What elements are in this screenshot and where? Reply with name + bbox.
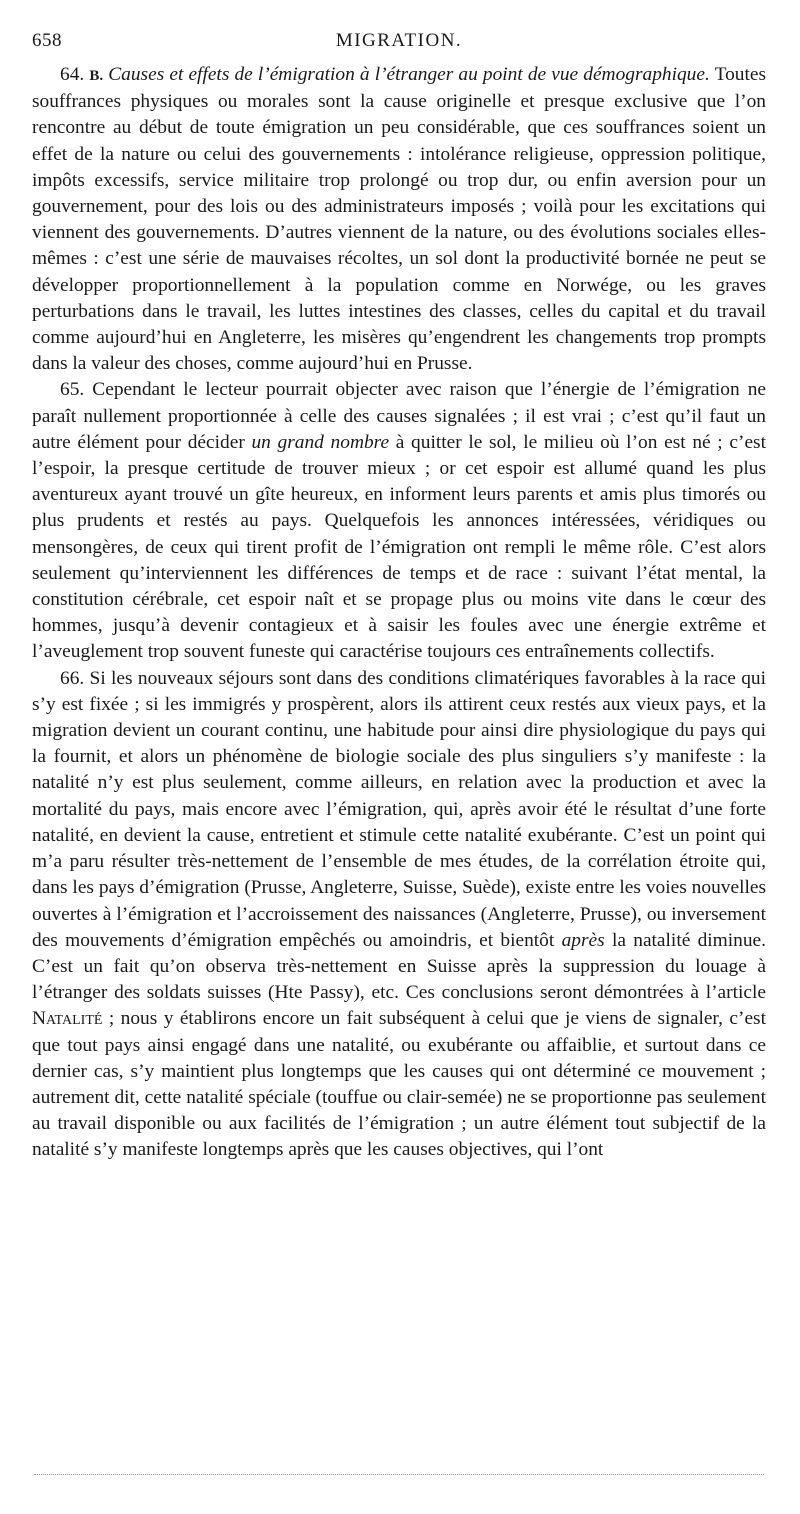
paragraph-text: à quitter le sol, le milieu où l’on est né ; c’est l’espoir, la presque certitude de trouver mieux ; or cet espoir est allumé quand les plus aventureux ayant trouvé un gîte heureux, en informent leurs parents et amis plus timorés ou plus prudents et restés au pays. Quelquefois les annonces intéressées, véridiques ou mensongères, de ceux qui tirent profit de l’émigration ont rempli le même rôle. C’est alors seulement qu’interviennent les différences de temps et de race : suivant l’état mental, la constitution cérébrale, cet espoir naît et se propage plus ou moins vite dans le cœur des hommes, jusqu’à devenir contagieux et à saisir les foules avec une énergie extrême et l’aveuglement trop souvent funeste qui caractérise toujours ces entraînements collectifs.: [32, 431, 766, 663]
paragraph-number: 64.: [60, 64, 85, 85]
emphasis-text: après: [561, 929, 605, 951]
paragraph-number: 65.: [60, 379, 85, 401]
page-number: 658: [32, 30, 62, 51]
section-letter: B.: [89, 68, 104, 84]
paragraph-66: [32, 666, 766, 1164]
paragraph-text: ; nous y établirons encore un fait subséquent à celui que je viens de signaler, c’est que tout pays ainsi engagé dans une natalité, ou exubérante ou affaiblie, et surtout dans ce dernier cas, s’y maintient plus longtemps que les causes qui ont déterminé ce mouvement ; autrement dit, cette natalité spéciale (touffue ou clair-semée) ne se proportionne pas seulement au travail disponible ou aux facilités de l’émigration ; un autre élément tout subjectif de la natalité s’y manifeste longtemps après que les causes objectives, qui l’ont: [32, 1008, 766, 1161]
paragraph-65: [32, 377, 766, 665]
paragraph-text: Toutes souffrances physiques ou morales sont la cause originelle et presque exclusive que l’on rencontre au début de toute émigration un peu considérable, que ces souffrances soient un effet de la nature ou celui des gouvernements : intolérance religieuse, oppression politique, impôts excessifs, service militaire trop prolongé ou trop dur, ou enfin aversion pour un gouvernement, pour des lois ou des administrateurs imposés ; voilà pour les excitations qui viennent des gouvernements. D’autres viennent de la nature, ou des évolutions sociales elles-mêmes : c’est une série de mauvaises récoltes, un sol dont la productivité bornée ne peut se développer proportionnellement à la population comme en Norwége, ou les graves perturbations dans le travail, les luttes intestines des classes, celles du capital et du travail comme aujourd’hui en Angleterre, les misères qu’engendrent les changements trop prompts dans la valeur des choses, comme aujourd’hui en Prusse.: [32, 64, 766, 375]
paragraph-number: 66.: [60, 667, 85, 689]
body-text: [32, 62, 766, 1164]
footer-rule: [34, 1474, 764, 1475]
running-title: MIGRATION.: [335, 30, 463, 51]
paragraph-text: Si les nouveaux séjours sont dans des conditions climatériques favorables à la race qui s’y est fixée ; si les immigrés y prospèrent, alors ils attirent ceux restés aux vieux pays, et la migration devient un courant continu, une habitude pour ainsi dire physiologique du pays qui la fournit, et alors un phénomène de biologie sociale des plus singuliers s’y manifeste : la natalité n’y est plus seulement, comme ailleurs, en relation avec la production et avec la mortalité du pays, mais encore avec l’émigration, qui, après avoir été le résultat d’une forte natalité, en devient la cause, entretient et stimule cette natalité exubérante. C’est un point qui m’a paru résulter très-nettement de l’ensemble de mes études, de la corrélation étroite qui, dans les pays d’émigration (Prusse, Angleterre, Suisse, Suède), existe entre les voies nouvelles ouvertes à l’émigration et l’accroissement des naissances (Angleterre, Prusse), ou inversement des mouvements d’émigration empêchés ou amoindris, et bientôt: [32, 667, 766, 951]
page: [32, 20, 766, 1164]
section-title: Causes et effets de l’émigration à l’étranger au point de vue démographique.: [108, 64, 710, 85]
paragraph-text: Cependant le lecteur pourrait objecter avec raison que l’énergie de l’émigration ne paraît nullement proportionnée à celle des causes signalées ; il est vrai ; c’est qu’il faut un autre élément pour décider: [32, 379, 766, 453]
paragraph-text: la natalité diminue. C’est un fait qu’on observa très-nettement en Suisse après la suppression du louage à l’étranger des soldats suisses (Hte Passy), etc. Ces conclusions seront démontrées à l’article: [32, 929, 767, 1004]
emphasis-text: un grand nombre: [251, 431, 390, 453]
paragraph-64: [32, 62, 766, 377]
article-reference: Natalité: [32, 1008, 103, 1030]
running-head: [32, 20, 766, 50]
